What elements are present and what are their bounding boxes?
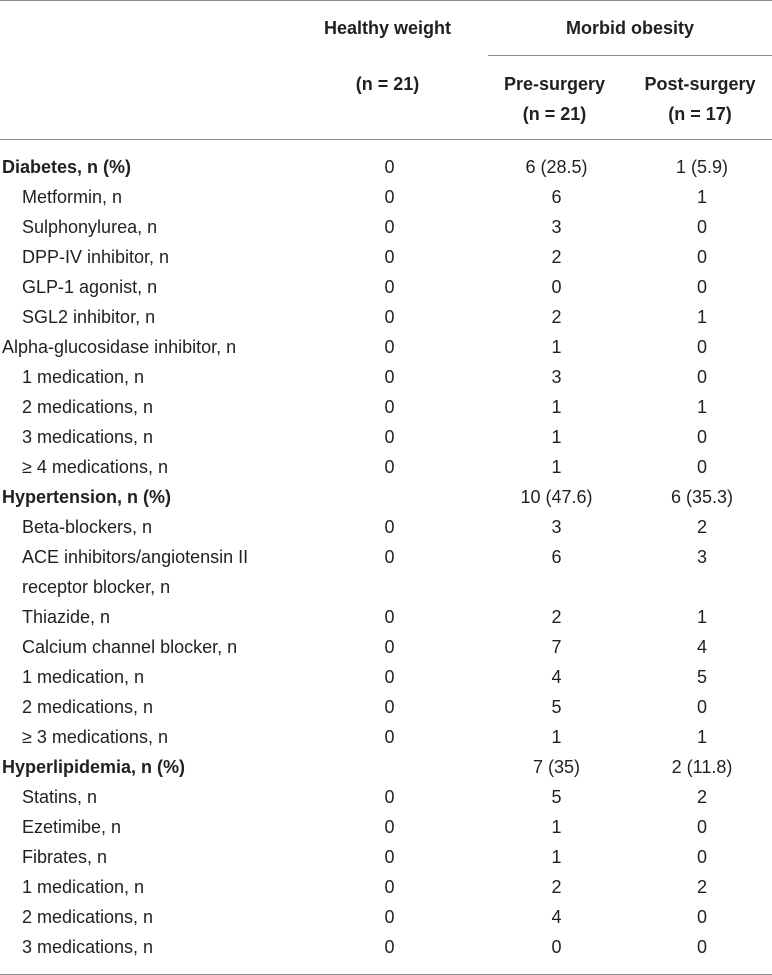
- healthy-weight-value: 0: [384, 877, 395, 897]
- healthy-weight-value: 0: [384, 307, 395, 327]
- row-label: Calcium channel blocker, n: [22, 637, 238, 657]
- pre-surgery-value: 6: [551, 547, 562, 567]
- table-row: [0, 332, 772, 362]
- healthy-weight-value: 0: [384, 157, 395, 177]
- pre-surgery-value: 5: [551, 787, 562, 807]
- post-surgery-value: 0: [696, 247, 707, 267]
- table-body: [0, 152, 772, 962]
- healthy-weight-value: 0: [384, 397, 395, 417]
- post-surgery-value: 1: [696, 307, 707, 327]
- healthy-weight-value: 0: [384, 547, 395, 567]
- pre-surgery-value: 3: [551, 217, 562, 237]
- healthy-weight-value: 0: [384, 337, 395, 357]
- row-label: 1 medication, n: [22, 667, 145, 687]
- pre-surgery-value: 2: [551, 307, 562, 327]
- row-label: 3 medications, n: [22, 937, 154, 957]
- row-label: DPP-IV inhibitor, n: [22, 247, 170, 267]
- post-surgery-value: 1: [696, 397, 707, 417]
- row-label: ≥ 3 medications, n: [22, 727, 168, 747]
- table-row: [0, 542, 772, 602]
- table-row: [0, 452, 772, 482]
- post-surgery-value: 0: [696, 337, 707, 357]
- pre-surgery-value: 3: [551, 367, 562, 387]
- row-label: Sulphonylurea, n: [22, 217, 158, 237]
- row-label: Hyperlipidemia, n (%): [2, 757, 186, 777]
- post-surgery-value: 1: [696, 727, 707, 747]
- row-label: Fibrates, n: [22, 847, 108, 867]
- post-surgery-value: 0: [696, 217, 707, 237]
- pre-surgery-value: 3: [551, 517, 562, 537]
- pre-surgery-value: 1: [551, 397, 562, 417]
- post-surgery-value: 0: [696, 847, 707, 867]
- pre-surgery-value: 1: [551, 427, 562, 447]
- header-morbid-obesity: Morbid obesity: [565, 18, 694, 38]
- post-surgery-value: 1: [696, 607, 707, 627]
- table-row: [0, 812, 772, 842]
- header-pre-surgery: Pre-surgery: [503, 74, 606, 94]
- pre-surgery-value: 7: [551, 637, 562, 657]
- pre-surgery-value: 1: [551, 847, 562, 867]
- row-label: Beta-blockers, n: [22, 517, 153, 537]
- pre-surgery-value: 1: [551, 727, 562, 747]
- row-label: ≥ 4 medications, n: [22, 457, 168, 477]
- pre-surgery-value: 1: [551, 457, 562, 477]
- row-label: 2 medications, n: [22, 397, 154, 417]
- table-row: [0, 782, 772, 812]
- post-surgery-value: 0: [696, 697, 707, 717]
- row-label: 1 medication, n: [22, 877, 145, 897]
- table-row: [0, 302, 772, 332]
- post-surgery-value: 3: [696, 547, 707, 567]
- pre-surgery-value: 4: [551, 907, 562, 927]
- healthy-weight-value: 0: [384, 727, 395, 747]
- header-healthy-n: (n = 21): [355, 74, 420, 94]
- header-pre-n: (n = 21): [522, 104, 587, 124]
- pre-surgery-value: 0: [551, 277, 562, 297]
- table-row: [0, 152, 772, 182]
- healthy-weight-value: [296, 482, 483, 512]
- row-label: ACE inhibitors/angiotensin II receptor blocker, n: [22, 547, 249, 597]
- table-row: [0, 392, 772, 422]
- healthy-weight-value: 0: [384, 607, 395, 627]
- header-healthy-weight: Healthy weight: [323, 18, 452, 38]
- table-row: [0, 242, 772, 272]
- post-surgery-value: 0: [696, 817, 707, 837]
- table-row: [0, 362, 772, 392]
- pre-surgery-value: 7 (35): [532, 757, 581, 777]
- pre-surgery-value: 2: [551, 607, 562, 627]
- healthy-weight-value: 0: [384, 457, 395, 477]
- top-rule: [0, 0, 772, 1]
- table-row: [0, 722, 772, 752]
- post-surgery-value: 2: [696, 877, 707, 897]
- table-row: [0, 932, 772, 962]
- pre-surgery-value: 6 (28.5): [525, 157, 588, 177]
- table-row: [0, 182, 772, 212]
- row-label: Statins, n: [22, 787, 98, 807]
- row-label: 3 medications, n: [22, 427, 154, 447]
- header-post-surgery: Post-surgery: [644, 74, 756, 94]
- post-surgery-value: 0: [696, 367, 707, 387]
- pre-surgery-value: 10 (47.6): [520, 487, 593, 507]
- table-row: [0, 752, 772, 782]
- pre-surgery-value: 1: [551, 817, 562, 837]
- row-label: Thiazide, n: [22, 607, 111, 627]
- healthy-weight-value: 0: [384, 517, 395, 537]
- pre-surgery-value: 5: [551, 697, 562, 717]
- healthy-weight-value: 0: [384, 697, 395, 717]
- healthy-weight-value: 0: [384, 367, 395, 387]
- table-row: [0, 422, 772, 452]
- row-label: Alpha-glucosidase inhibitor, n: [2, 337, 237, 357]
- row-label: GLP-1 agonist, n: [22, 277, 158, 297]
- table-row: [0, 272, 772, 302]
- healthy-weight-value: [296, 752, 483, 782]
- healthy-weight-value: 0: [384, 817, 395, 837]
- table-row: [0, 212, 772, 242]
- header-post-n: (n = 17): [668, 104, 732, 124]
- post-surgery-value: 0: [696, 277, 707, 297]
- healthy-weight-value: 0: [384, 217, 395, 237]
- post-surgery-value: 2 (11.8): [671, 757, 733, 777]
- pre-surgery-value: 1: [551, 337, 562, 357]
- healthy-weight-value: 0: [384, 277, 395, 297]
- pre-surgery-value: 2: [551, 877, 562, 897]
- post-surgery-value: 0: [696, 457, 707, 477]
- healthy-weight-value: 0: [384, 187, 395, 207]
- post-surgery-value: 4: [696, 637, 707, 657]
- healthy-weight-value: 0: [384, 937, 395, 957]
- post-surgery-value: 1 (5.9): [675, 157, 729, 177]
- pre-surgery-value: 2: [551, 247, 562, 267]
- healthy-weight-value: 0: [384, 637, 395, 657]
- table-row: [0, 842, 772, 872]
- healthy-weight-value: 0: [384, 907, 395, 927]
- table-row: [0, 482, 772, 512]
- morbid-obesity-rule: [488, 55, 772, 56]
- post-surgery-value: 0: [696, 907, 707, 927]
- row-label: 1 medication, n: [22, 367, 145, 387]
- row-label: Diabetes, n (%): [2, 157, 132, 177]
- row-label: 2 medications, n: [22, 697, 154, 717]
- healthy-weight-value: 0: [384, 667, 395, 687]
- table-row: [0, 872, 772, 902]
- pre-surgery-value: 0: [551, 937, 562, 957]
- row-label: SGL2 inhibitor, n: [22, 307, 156, 327]
- row-label: Hypertension, n (%): [2, 487, 172, 507]
- table-row: [0, 662, 772, 692]
- post-surgery-value: 2: [696, 517, 707, 537]
- post-surgery-value: 2: [696, 787, 707, 807]
- pre-surgery-value: 6: [551, 187, 562, 207]
- row-label: 2 medications, n: [22, 907, 154, 927]
- row-label: Metformin, n: [22, 187, 123, 207]
- healthy-weight-value: 0: [384, 847, 395, 867]
- post-surgery-value: 5: [696, 667, 707, 687]
- table-row: [0, 602, 772, 632]
- table-row: [0, 632, 772, 662]
- post-surgery-value: 0: [696, 427, 707, 447]
- table-row: [0, 692, 772, 722]
- pre-surgery-value: 4: [551, 667, 562, 687]
- healthy-weight-value: 0: [384, 247, 395, 267]
- table-row: [0, 902, 772, 932]
- post-surgery-value: 6 (35.3): [670, 487, 734, 507]
- healthy-weight-value: 0: [384, 427, 395, 447]
- post-surgery-value: 1: [696, 187, 707, 207]
- row-label: Ezetimibe, n: [22, 817, 122, 837]
- post-surgery-value: 0: [696, 937, 707, 957]
- header-rule: [0, 139, 772, 140]
- healthy-weight-value: 0: [384, 787, 395, 807]
- table-row: [0, 512, 772, 542]
